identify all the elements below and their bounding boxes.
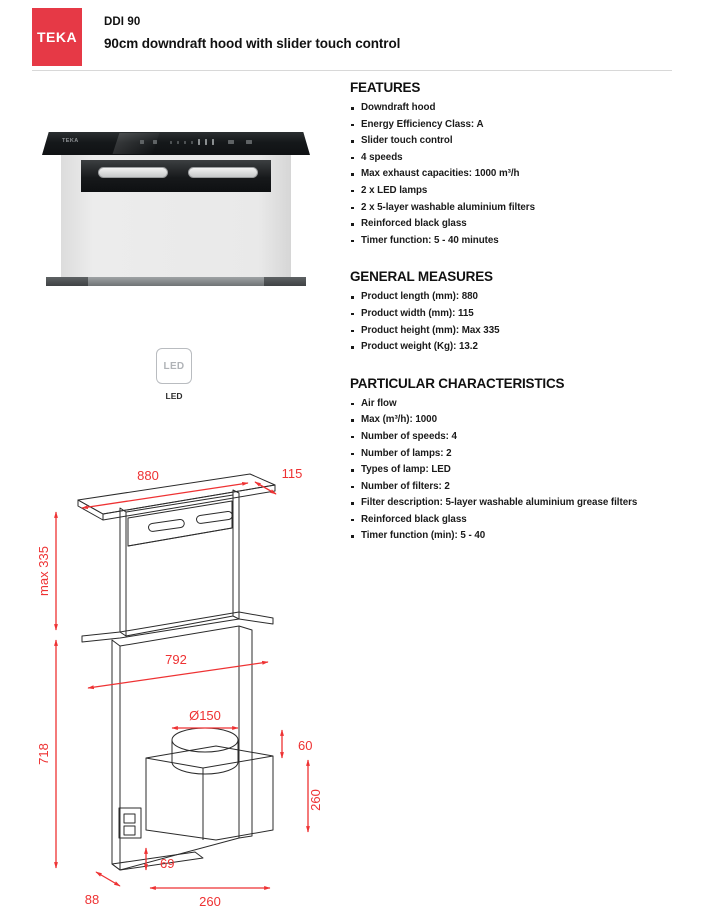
list-item: Max exhaust capacities: 1000 m³/h	[350, 166, 700, 183]
list-item: Energy Efficiency Class: A	[350, 117, 700, 134]
brand-name: TEKA	[36, 29, 78, 45]
drawing-rail-right	[233, 490, 239, 619]
technical-drawing-svg	[20, 440, 330, 910]
drawing-motor-top-edge	[146, 756, 273, 768]
drawing-filter-handle-left	[148, 519, 185, 532]
list-item: Number of filters: 2	[350, 479, 700, 496]
list-item: Product length (mm): 880	[350, 289, 700, 306]
filter-handle-left	[98, 167, 168, 178]
list-item: Number of speeds: 4	[350, 429, 700, 446]
section-title: GENERAL MEASURES	[350, 269, 493, 285]
led-icon-text: LED	[163, 360, 185, 372]
list-item: Product height (mm): Max 335	[350, 323, 700, 340]
control-timer-icon	[153, 140, 157, 144]
specifications-column	[350, 80, 700, 545]
drawing-control-switch-2	[124, 826, 135, 835]
list-item: Downdraft hood	[350, 100, 700, 117]
base-plinth-right	[264, 277, 306, 286]
general-measures-list	[350, 289, 700, 355]
list-item: Max (m³/h): 1000	[350, 412, 700, 429]
base-plinth-left	[46, 277, 88, 286]
drawing-filter-band	[128, 501, 232, 546]
slider-segment-icon	[184, 141, 186, 144]
dim-label-718: 718	[36, 743, 51, 765]
list-item: 2 x 5-layer washable aluminium filters	[350, 200, 700, 217]
particular-characteristics-list	[350, 396, 700, 545]
control-speed-icon	[246, 140, 252, 144]
list-item: Reinforced black glass	[350, 512, 700, 529]
page-title: DDI 90	[104, 16, 141, 28]
list-item: 2 x LED lamps	[350, 183, 700, 200]
list-item: Filter description: 5-layer washable aluminium grease filters	[350, 495, 700, 512]
drawing-control-switch-1	[124, 814, 135, 823]
drawing-rail-left	[120, 508, 126, 636]
list-item: Air flow	[350, 396, 700, 413]
list-item: Types of lamp: LED	[350, 462, 700, 479]
dim-label-88: 88	[84, 892, 100, 907]
dim-label-260-h: 260	[199, 894, 221, 909]
features-list	[350, 100, 700, 249]
drawing-duct-top	[172, 728, 238, 752]
slider-segment-icon	[177, 141, 179, 144]
filter-handle-right	[188, 167, 258, 178]
slider-segment-icon	[170, 141, 172, 144]
dim-label-335: max 335	[36, 546, 51, 596]
slider-segment-icon	[205, 139, 207, 145]
black-glass-panel	[42, 132, 310, 155]
dimension-lines	[56, 482, 308, 888]
drawing-motor-box	[146, 746, 273, 840]
technical-drawing	[20, 440, 330, 910]
section-particular-characteristics	[350, 376, 700, 545]
dim-line-88	[96, 872, 120, 886]
list-item: Slider touch control	[350, 133, 700, 150]
dim-label-115: 115	[281, 466, 303, 481]
page-subtitle: 90cm downdraft hood with slider touch control	[104, 36, 401, 51]
product-photo	[36, 90, 316, 300]
led-icon	[156, 348, 192, 384]
slider-segment-icon	[212, 139, 214, 145]
dim-label-60: 60	[298, 738, 313, 753]
list-item: Number of lamps: 2	[350, 446, 700, 463]
drawing-filter-band-edge	[128, 528, 232, 546]
control-power-icon	[140, 140, 144, 144]
dim-label-792: 792	[165, 652, 187, 667]
list-item: Timer function (min): 5 - 40	[350, 528, 700, 545]
glass-brand-logo: TEKA	[62, 138, 79, 144]
drawing-glass-edge-front	[103, 485, 275, 520]
glass-reflection	[113, 133, 160, 154]
list-item: 4 speeds	[350, 150, 700, 167]
drawing-base-foot	[112, 852, 203, 870]
section-title: PARTICULAR CHARACTERISTICS	[350, 375, 565, 391]
led-badge	[152, 348, 196, 401]
list-item: Product weight (Kg): 13.2	[350, 339, 700, 356]
header-divider	[32, 70, 672, 71]
dim-label-260-v: 260	[308, 789, 323, 811]
list-item: Reinforced black glass	[350, 216, 700, 233]
list-item: Product width (mm): 115	[350, 306, 700, 323]
dim-label-150: Ø150	[189, 708, 221, 723]
drawing-mid-shelf	[82, 612, 273, 642]
slider-segment-icon	[198, 139, 200, 145]
drawing-glass-edge-left	[78, 500, 103, 520]
control-light-icon	[228, 140, 234, 144]
slider-segment-icon	[191, 141, 193, 144]
dim-label-69: 69	[160, 856, 175, 871]
page-header	[0, 0, 704, 70]
drawing-filter-handle-right	[196, 511, 233, 524]
list-item: Timer function: 5 - 40 minutes	[350, 233, 700, 250]
drawing-lower-right-edge	[239, 626, 252, 838]
teka-logo	[32, 8, 82, 66]
dim-label-880: 880	[137, 468, 159, 483]
section-features	[350, 80, 700, 249]
section-general-measures	[350, 269, 700, 355]
led-badge-caption: LED	[165, 391, 183, 401]
section-title: FEATURES	[350, 80, 421, 95]
